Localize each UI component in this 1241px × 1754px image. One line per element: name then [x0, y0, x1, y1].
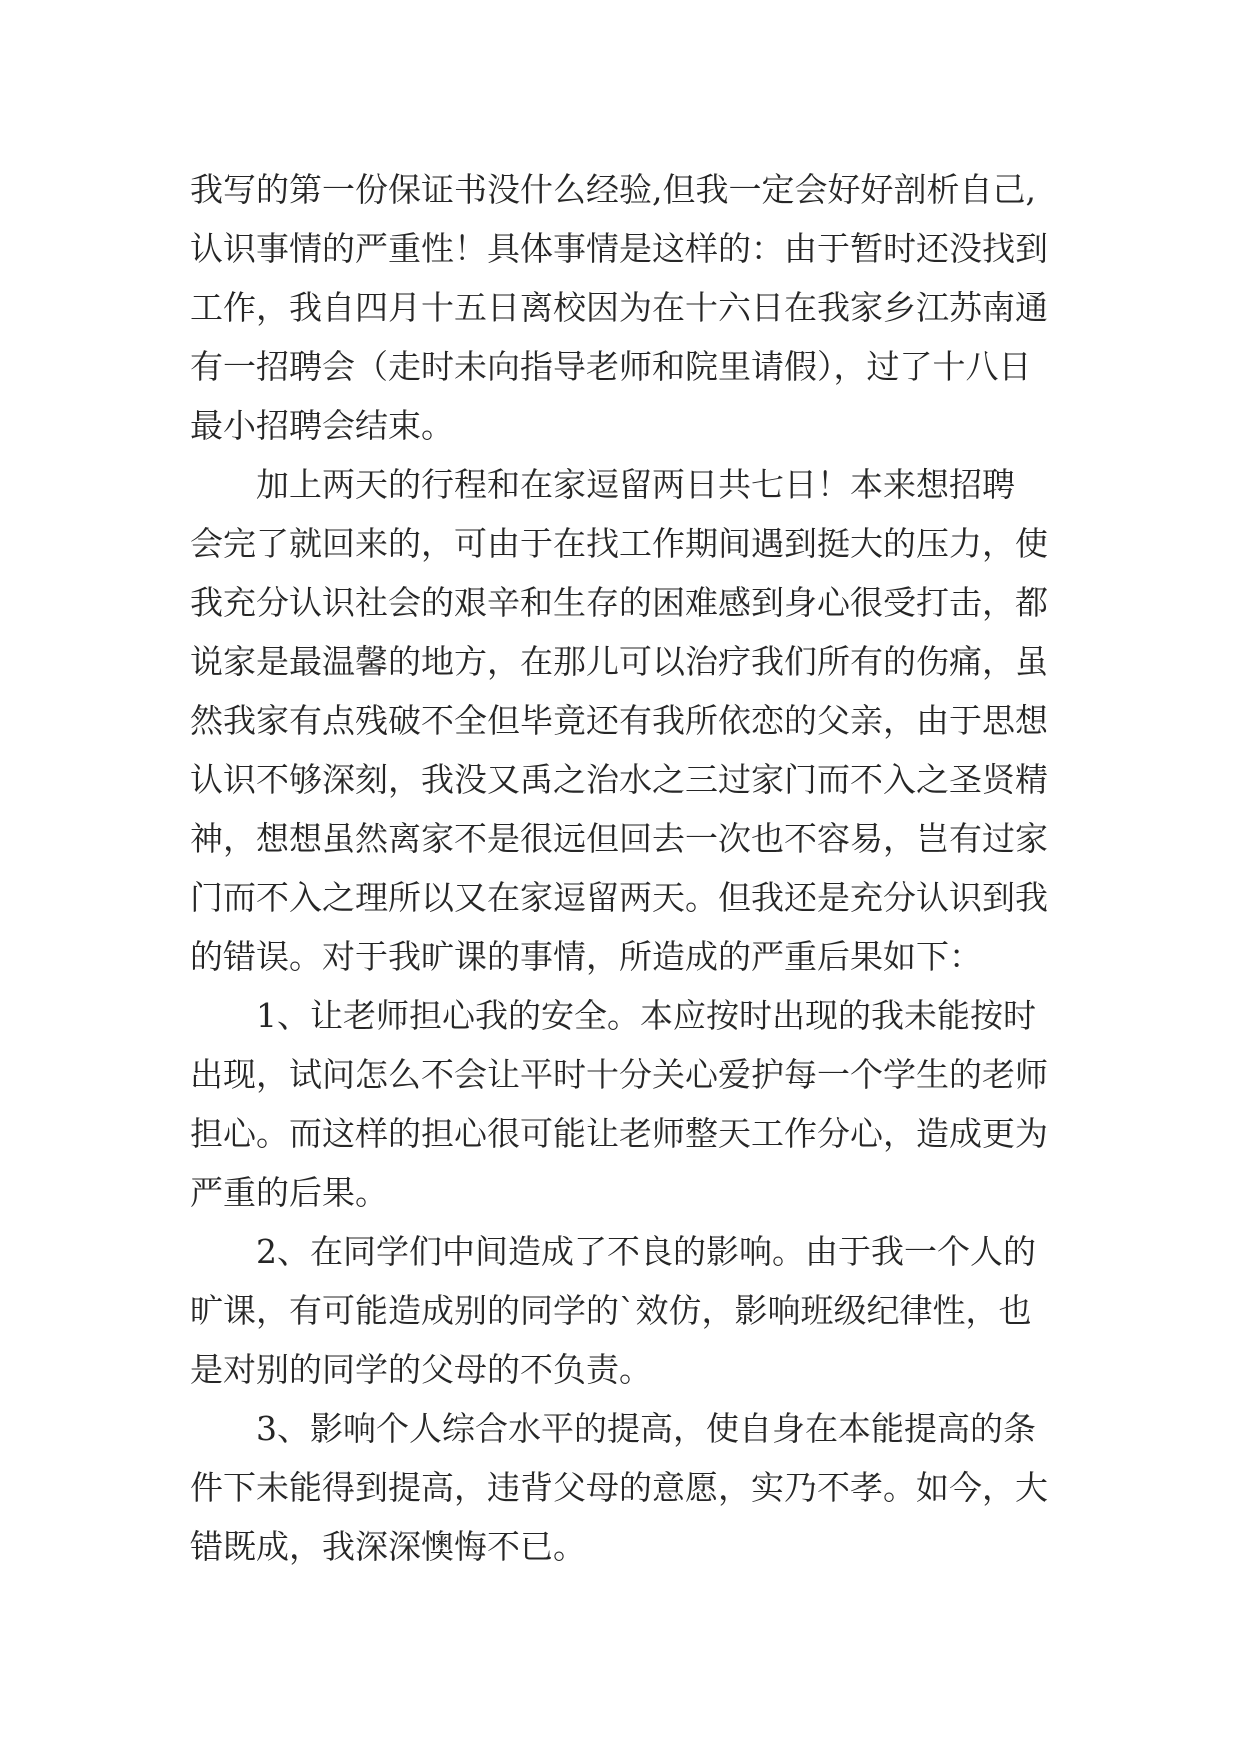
text-line: 会完了就回来的，可由于在找工作期间遇到挺大的压力，使 [190, 524, 1048, 563]
text-line: 2、在同学们中间造成了不良的影响。由于我一个人的 [256, 1232, 1036, 1271]
text-line: 1、让老师担心我的安全。本应按时出现的我未能按时 [256, 996, 1036, 1035]
paragraph-2 [190, 455, 1090, 986]
text-line: 有一招聘会（走时未向指导老师和院里请假），过了十八日 [190, 347, 1032, 386]
text-line: 出现，试问怎么不会让平时十分关心爱护每一个学生的老师 [190, 1055, 1048, 1094]
text-line: 门而不入之理所以又在家逗留两天。但我还是充分认识到我 [190, 878, 1048, 917]
text-line: 错既成，我深深懊悔不已。 [190, 1527, 586, 1566]
text-line: 3、影响个人综合水平的提高，使自身在本能提高的条 [256, 1409, 1036, 1448]
paragraph-4 [190, 1222, 1090, 1399]
text-line: 是对别的同学的父母的不负责。 [190, 1350, 652, 1389]
text-line: 认识不够深刻，我没又禹之治水之三过家门而不入之圣贤精 [190, 760, 1048, 799]
text-line: 认识事情的严重性！具体事情是这样的：由于暂时还没找到 [190, 229, 1048, 268]
text-line: 的错误。对于我旷课的事情，所造成的严重后果如下： [190, 937, 982, 976]
text-line: 最小招聘会结束。 [190, 406, 454, 445]
text-line: 工作，我自四月十五日离校因为在十六日在我家乡江苏南通 [190, 288, 1048, 327]
text-line: 严重的后果。 [190, 1173, 388, 1212]
text-line: 我写的第一份保证书没什么经验,但我一定会好好剖析自己, [190, 170, 1036, 209]
paragraph-5 [190, 1399, 1090, 1576]
text-line: 担心。而这样的担心很可能让老师整天工作分心，造成更为 [190, 1114, 1048, 1153]
text-line: 我充分认识社会的艰辛和生存的困难感到身心很受打击，都 [190, 583, 1048, 622]
text-line: 件下未能得到提高，违背父母的意愿，实乃不孝。如今，大 [190, 1468, 1048, 1507]
paragraph-3 [190, 986, 1090, 1222]
text-line: 加上两天的行程和在家逗留两日共七日！本来想招聘 [256, 465, 1015, 504]
paragraph-1 [190, 160, 1090, 455]
text-line: 然我家有点残破不全但毕竟还有我所依恋的父亲，由于思想 [190, 701, 1048, 740]
document-body [190, 160, 1090, 1576]
text-line: 旷课，有可能造成别的同学的`效仿，影响班级纪律性，也 [190, 1291, 1032, 1330]
text-line: 说家是最温馨的地方，在那儿可以治疗我们所有的伤痛，虽 [190, 642, 1048, 681]
text-line: 神，想想虽然离家不是很远但回去一次也不容易，岂有过家 [190, 819, 1048, 858]
